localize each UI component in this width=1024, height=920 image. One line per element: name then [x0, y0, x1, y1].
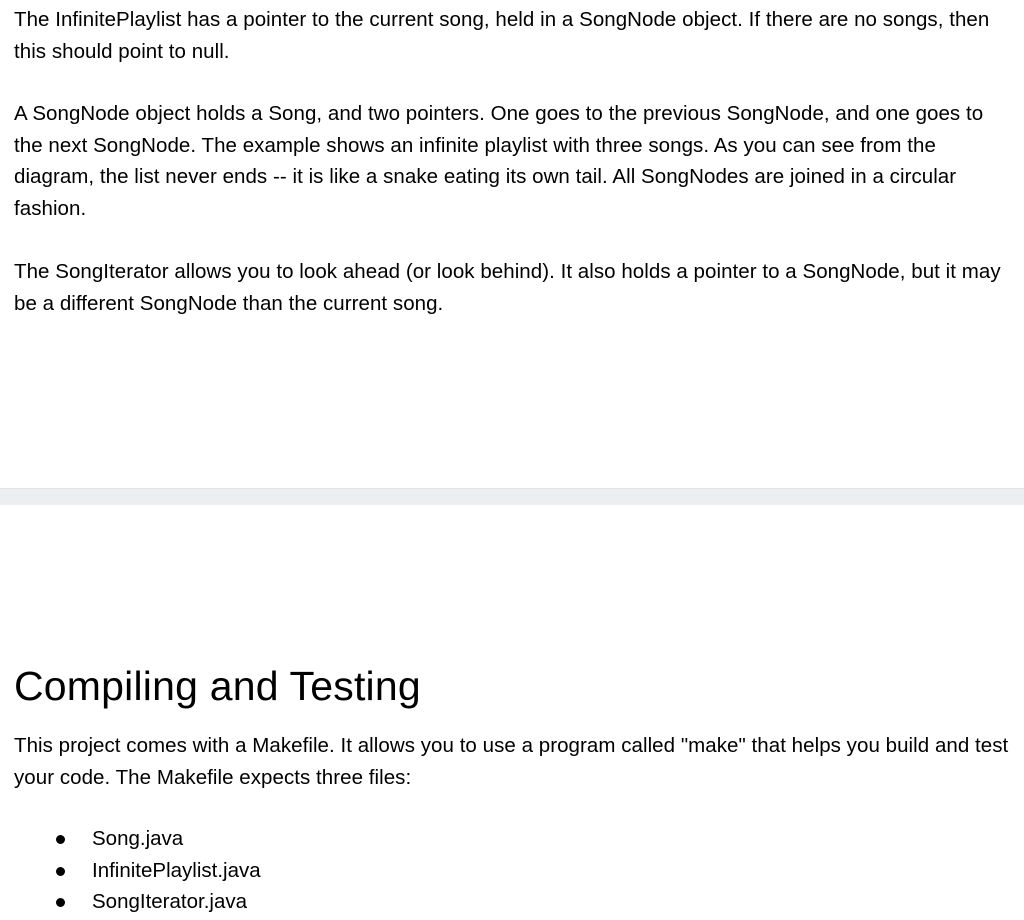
bullet-icon [56, 867, 65, 876]
paragraph-songiterator-description: The SongIterator allows you to look ahead (or look behind). It also holds a pointer to a SongNode, but it may be a different SongNode than the current song. [14, 260, 1001, 315]
file-name: InfinitePlaylist.java [92, 858, 261, 882]
paragraph-songnode-description: A SongNode object holds a Song, and two pointers. One goes to the previous SongNode, and one goes to the next SongNode. The example shows an infinite playlist with three songs. As you can see from the diagram, the list never ends -- it is like a snake eating its own tail. All SongNodes are joined in a circular fashion. [14, 102, 984, 220]
paragraph-makefile-intro: This project comes with a Makefile. It allows you to use a program called "make" that helps you build and test your code. The Makefile expects three files: [14, 734, 1009, 789]
file-name: SongIterator.java [92, 890, 247, 913]
file-name: Song.java [92, 827, 184, 850]
page-break [0, 488, 1024, 505]
paragraph-infinite-playlist-pointer: The InfinitePlaylist has a pointer to the current song, held in a SongNode object. If there are no songs, then this should point to null. [14, 8, 990, 63]
bullet-icon [56, 835, 65, 844]
section-heading-compiling-testing: Compiling and Testing [14, 663, 421, 709]
bullet-icon [56, 898, 65, 907]
